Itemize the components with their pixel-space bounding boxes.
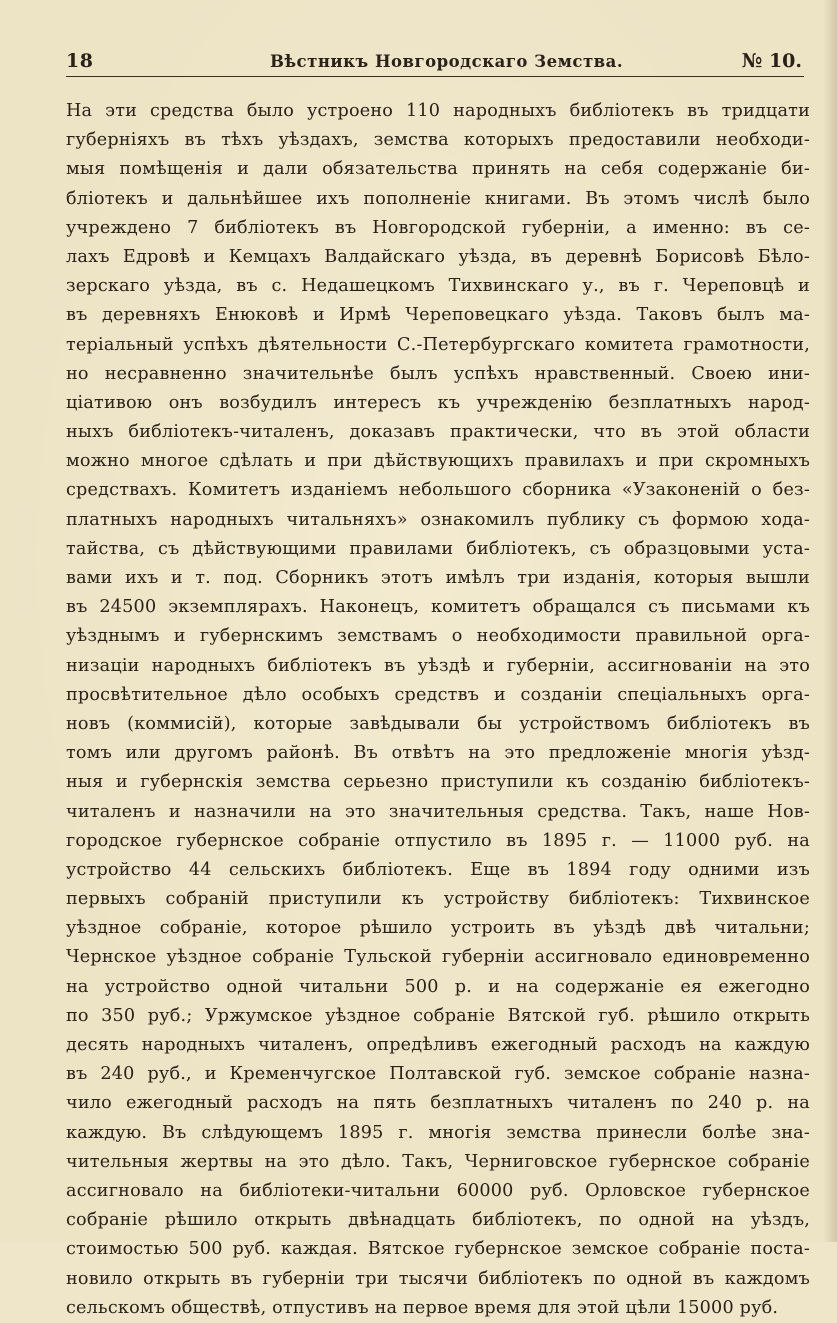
text-line: но несравненно значительнѣе былъ успѣхъ нравственный. Своею ини-	[66, 363, 810, 384]
text-line: уѣздное собраніе, которое рѣшило устроить въ уѣздѣ двѣ читальни;	[66, 918, 810, 939]
text-line: новило открыть въ губерніи три тысячи библіотекъ по одной въ каждомъ	[66, 1268, 810, 1289]
text-line: въ 240 руб., и Кременчугское Полтавской губ. земское собраніе назна-	[66, 1064, 810, 1085]
text-line: стоимостью 500 руб. каждая. Вятское губернское земское собраніе поста-	[66, 1239, 810, 1260]
text-line: чило ежегодный расходъ на пять безплатныхъ читаленъ по 240 р. на	[66, 1093, 810, 1114]
text-line: теріальный успѣхъ дѣятельности С.-Петербургскаго комитета грамотности,	[66, 334, 810, 355]
text-line: уѣзднымъ и губернскимъ земствамъ о необходимости правильной орга-	[66, 626, 810, 647]
text-line: сельскомъ обществѣ, отпустивъ на первое время для этой цѣли 15000 руб.	[66, 1297, 779, 1318]
text-line: губерніяхъ въ тѣхъ уѣздахъ, земства которыхъ предоставили необходи-	[66, 130, 810, 151]
text-line: платныхъ народныхъ читальняхъ» ознакомилъ публику съ формою хода-	[66, 509, 810, 530]
text-line: въ деревняхъ Енюковѣ и Ирмѣ Череповецкаго уѣзда. Таковъ былъ ма-	[66, 305, 810, 326]
text-line: по 350 руб.; Уржумское уѣздное собраніе Вятской губ. рѣшило открыть	[66, 1005, 810, 1026]
text-line: первыхъ собраній приступили къ устройству библіотекъ: Тихвинское	[66, 889, 810, 910]
text-line: зерскаго уѣзда, въ с. Недашецкомъ Тихвинскаго у., въ г. Череповцѣ и	[66, 276, 810, 297]
page-edge-shadow	[823, 0, 837, 1242]
issue-number: № 10.	[741, 50, 802, 72]
text-line: ассигновало на библіотеки-читальни 60000 руб. Орловское губернское	[66, 1180, 810, 1201]
text-line: ныхъ библіотекъ-читаленъ, доказавъ практически, что въ этой области	[66, 422, 810, 443]
text-line: низаціи народныхъ библіотекъ въ уѣздѣ и губерніи, ассигнованіи на это	[66, 655, 810, 676]
text-line: читаленъ и назначили на это значительныя средства. Такъ, наше Нов-	[66, 801, 810, 822]
text-line: городское губернское собраніе отпустило въ 1895 г. — 11000 руб. на	[66, 830, 810, 851]
text-line: учреждено 7 библіотекъ въ Новгородской губерніи, а именно: въ се-	[66, 217, 810, 238]
text-line: тайства, съ дѣйствующими правилами библіотекъ, съ образцовыми уста-	[66, 538, 810, 559]
text-line: въ 24500 экземплярахъ. Наконецъ, комитетъ обращался съ письмами къ	[66, 597, 810, 618]
text-line: просвѣтительное дѣло особыхъ средствъ и созданіи спеціальныхъ орга-	[66, 684, 810, 705]
text-line: ныя и губернскія земства серьезно приступили къ созданію библіотекъ-	[66, 772, 810, 793]
text-line: можно многое сдѣлать и при дѣйствующихъ правилахъ и при скромныхъ	[66, 451, 810, 472]
text-line: Чернское уѣздное собраніе Тульской губерніи ассигновало единовременно	[66, 947, 810, 968]
body-text	[66, 97, 810, 1323]
text-line: лахъ Едровѣ и Кемцахъ Валдайскаго уѣзда, въ деревнѣ Борисовѣ Бѣло-	[66, 246, 810, 267]
text-line: десять народныхъ читаленъ, опредѣливъ ежегодный расходъ на каждую	[66, 1035, 810, 1055]
text-line: собраніе рѣшило открыть двѣнадцать библіотекъ, по одной на уѣздъ,	[66, 1210, 810, 1231]
text-line: томъ или другомъ районѣ. Въ отвѣтъ на это предложеніе многія уѣзд-	[66, 743, 810, 764]
text-line: бліотекъ и дальнѣйшее ихъ пополненіе книгами. Въ этомъ числѣ было	[66, 188, 810, 209]
text-line: средствахъ. Комитетъ изданіемъ небольшого сборника «Узаконеній о без-	[66, 480, 810, 501]
text-line: ціативою онъ возбудилъ интересъ къ учрежденію безплатныхъ народ-	[66, 392, 810, 413]
text-line: устройство 44 сельскихъ библіотекъ. Еще въ 1894 году одними изъ	[66, 859, 810, 880]
page-header	[66, 48, 804, 77]
text-line: вами ихъ и т. под. Сборникъ этотъ имѣлъ три изданія, которыя вышли	[66, 568, 810, 588]
text-line: мыя помѣщенія и дали обязательства принять на себя содержаніе би-	[66, 159, 810, 180]
text-line: На эти средства было устроено 110 народныхъ библіотекъ въ тридцати	[66, 101, 810, 121]
page-number: 18	[66, 50, 94, 72]
text-line: чительныя жертвы на это дѣло. Такъ, Черниговское губернское собраніе	[66, 1151, 810, 1172]
journal-title: Вѣстникъ Новгородскаго Земства.	[270, 52, 624, 71]
text-line: новъ (коммисій), которые завѣдывали бы устройствомъ библіотекъ въ	[66, 713, 810, 734]
text-line: каждую. Въ слѣдующемъ 1895 г. многія земства принесли болѣе зна-	[66, 1122, 810, 1143]
text-line: на устройство одной читальни 500 р. и на содержаніе ея ежегодно	[66, 976, 810, 997]
